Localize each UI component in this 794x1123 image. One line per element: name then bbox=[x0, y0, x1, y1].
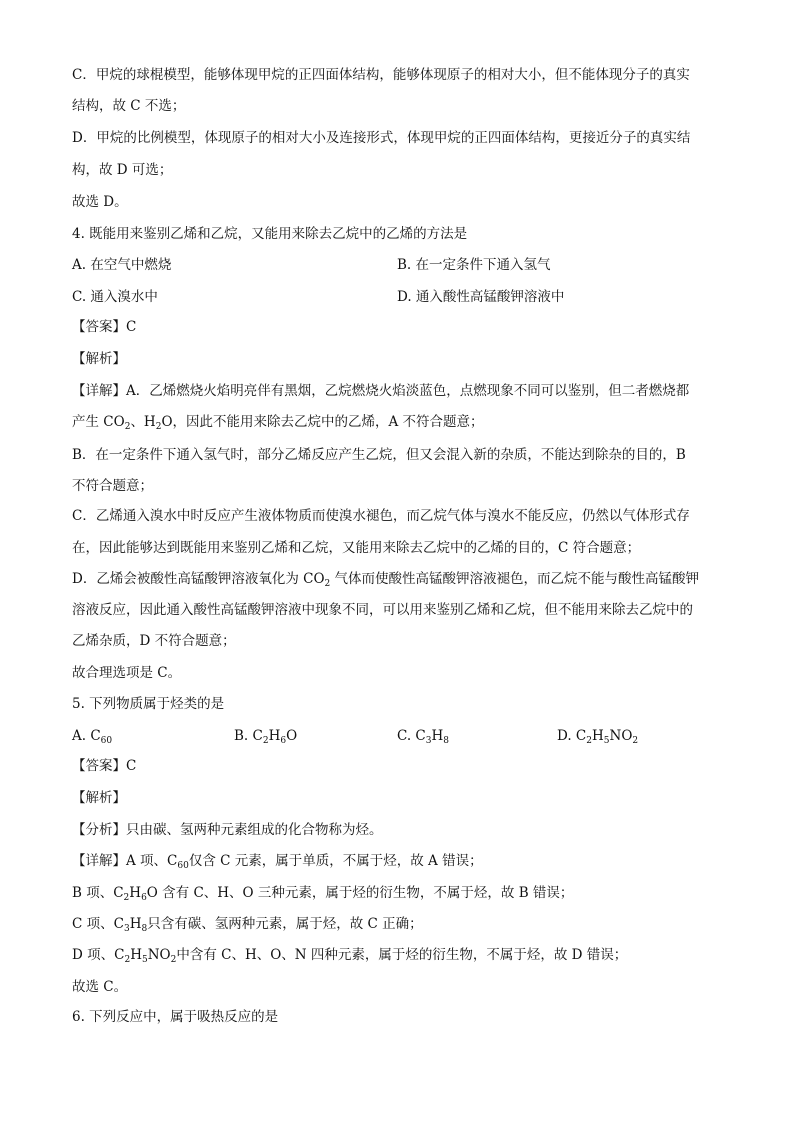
q4-stem: 4. 既能用来鉴别乙烯和乙烷，又能用来除去乙烷中的乙烯的方法是 bbox=[72, 226, 468, 242]
option-d-explanation-line-2: 构，故 D 可选； bbox=[72, 162, 173, 178]
q5-detail-a: 【详解】A 项、$C_{60}$仅含 C 元素，属于单质，不属于烃，故 A 错误； bbox=[72, 853, 483, 871]
q4-detail-d-line-1: D．乙烯会被酸性高锰酸钾溶液氧化为 $CO_2$ 气体而使酸性高锰酸钾溶液褪色，而乙烷不能与酸性高锰酸钾 bbox=[72, 571, 700, 589]
q4-option-b: B. 在一定条件下通入氢气 bbox=[397, 257, 551, 273]
q4-detail-d-line-3: 乙烯杂质，D 不符合题意； bbox=[72, 633, 236, 649]
option-c-explanation-line-2: 结构，故 C 不选； bbox=[72, 98, 186, 114]
q4-option-a: A. 在空气中燃烧 bbox=[72, 257, 172, 273]
q5-conclusion: 故选 C。 bbox=[72, 979, 128, 995]
q4-detail-c-line-2: 在，因此能够达到既能用来鉴别乙烯和乙烷，又能用来除去乙烷中的乙烯的目的，C 符合题意； bbox=[72, 540, 641, 556]
q5-answer: 【答案】C bbox=[72, 758, 137, 774]
q4-conclusion: 故合理选项是 C。 bbox=[72, 665, 182, 681]
q6-stem: 6. 下列反应中，属于吸热反应的是 bbox=[72, 1009, 279, 1025]
q3-conclusion: 故选 D。 bbox=[72, 194, 128, 210]
q4-detail-c-line-1: C．乙烯通入溴水中时反应产生液体物质而使溴水褪色，而乙烷气体与溴水不能反应，仍然以气体形式存 bbox=[72, 508, 690, 524]
q4-detail-a-line-2: 产生 $CO_2$、$H_2O$，因此不能用来除去乙烷中的乙烯，A 不符合题意； bbox=[72, 414, 484, 432]
q5-option-d: D. $C_2H_5NO_2$ bbox=[557, 728, 639, 746]
q5-option-a: A. $C_{60}$ bbox=[72, 728, 113, 746]
q4-option-d: D. 通入酸性高锰酸钾溶液中 bbox=[397, 289, 565, 305]
q5-stem: 5. 下列物质属于烃类的是 bbox=[72, 696, 225, 712]
q5-fenxi: 【分析】只由碳、氢两种元素组成的化合物称为烃。 bbox=[72, 822, 383, 838]
q5-analysis-heading: 【解析】 bbox=[72, 790, 126, 806]
q5-detail-b: B 项、$C_2H_6O$ 含有 C、H、O 三种元素，属于烃的衍生物，不属于烃，故 B 错误； bbox=[72, 885, 574, 903]
q4-option-c: C. 通入溴水中 bbox=[72, 289, 158, 305]
q5-option-b: B. $C_2H_6O$ bbox=[234, 728, 298, 746]
q5-detail-d: D 项、$C_2H_5NO_2$中含有 C、H、O、N 四种元素，属于烃的衍生物，不属于烃，故 D 错误； bbox=[72, 947, 628, 965]
option-c-explanation-line-1: C．甲烷的球棍模型，能够体现甲烷的正四面体结构，能够体现原子的相对大小，但不能体现分子的真实 bbox=[72, 67, 690, 83]
q5-detail-c: C 项、$C_3H_8$只含有碳、氢两种元素，属于烃，故 C 正确； bbox=[72, 916, 423, 934]
q4-detail-b-line-1: B．在一定条件下通入氢气时，部分乙烯反应产生乙烷，但又会混入新的杂质，不能达到除杂的目的，B bbox=[72, 447, 686, 463]
q4-detail-d-line-2: 溶液反应，因此通入酸性高锰酸钾溶液中现象不同，可以用来鉴别乙烯和乙烷，但不能用来除去乙烷中的 bbox=[72, 602, 693, 618]
q5-option-c: C. $C_3H_8$ bbox=[397, 728, 450, 746]
q4-detail-b-line-2: 不符合题意； bbox=[72, 478, 153, 494]
q4-analysis-heading: 【解析】 bbox=[72, 351, 126, 367]
q4-detail-a-line-1: 【详解】A．乙烯燃烧火焰明亮伴有黑烟，乙烷燃烧火焰淡蓝色，点燃现象不同可以鉴别，但二者燃烧都 bbox=[72, 383, 690, 399]
option-d-explanation-line-1: D．甲烷的比例模型，体现原子的相对大小及连接形式，体现甲烷的正四面体结构，更接近分子的真实结 bbox=[72, 130, 691, 146]
q4-answer: 【答案】C bbox=[72, 319, 137, 335]
